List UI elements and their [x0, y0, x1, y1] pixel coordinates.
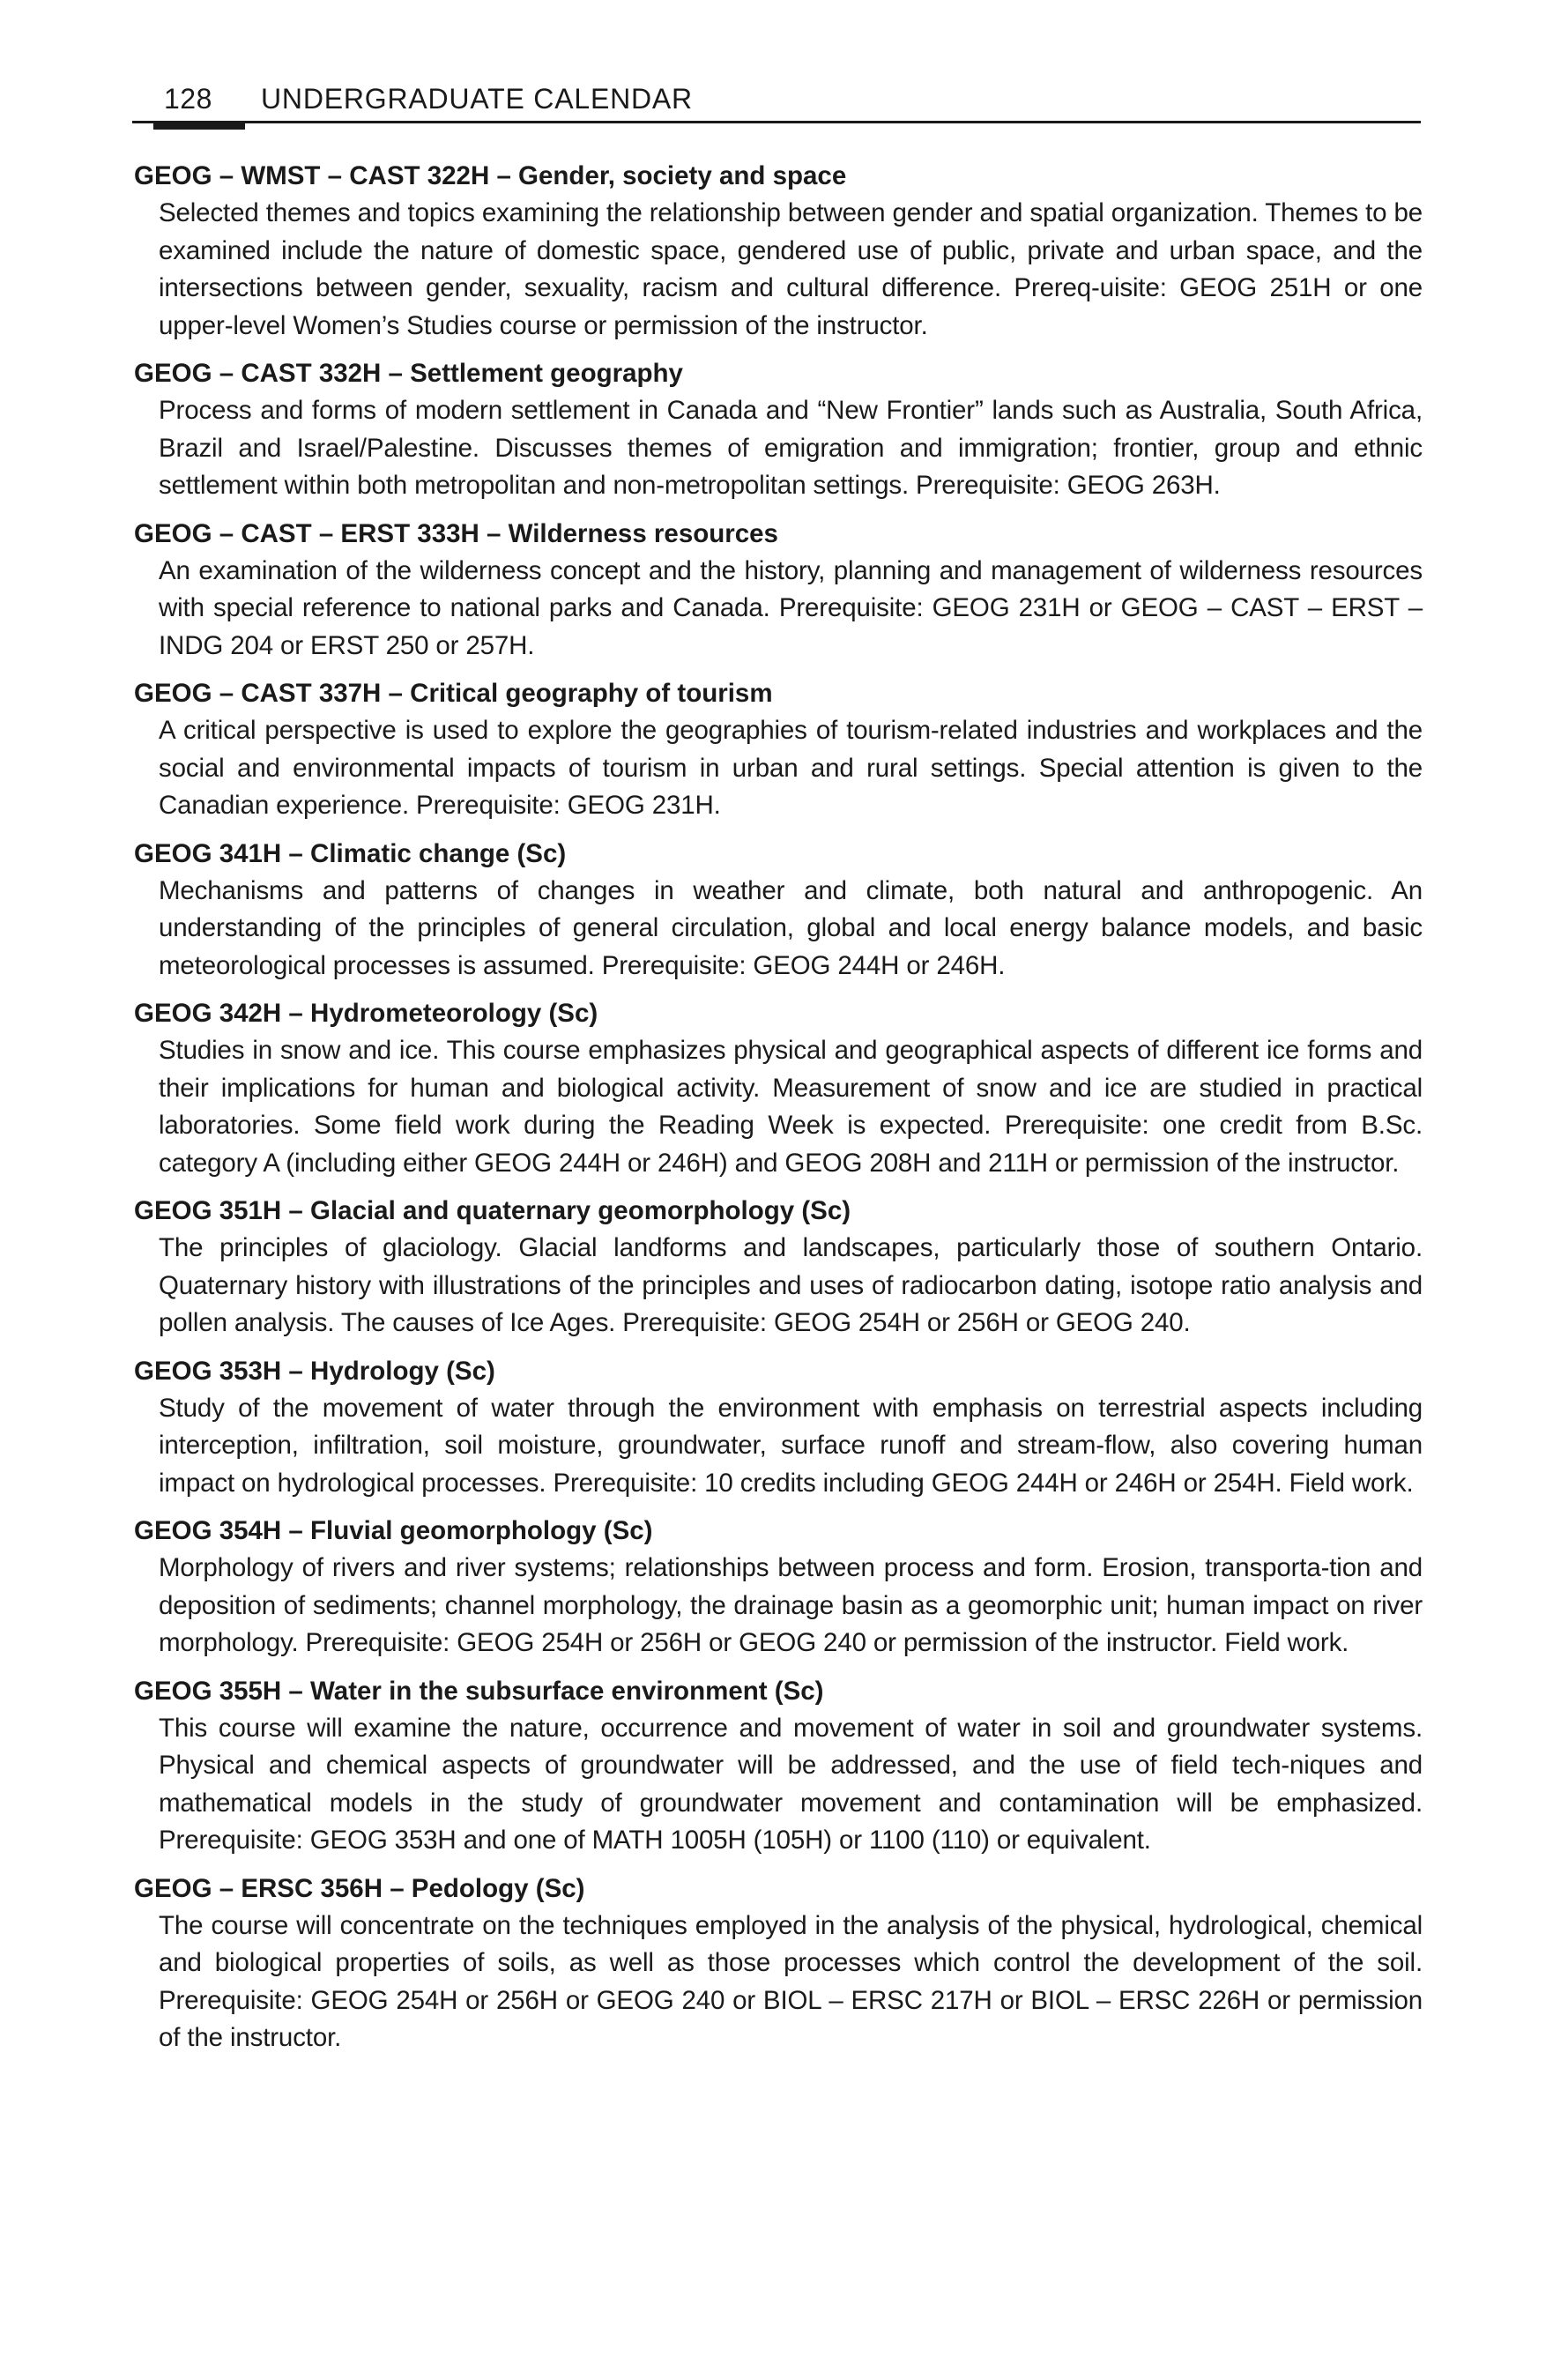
course-title: GEOG 355H – Water in the subsurface environment (Sc)	[134, 1676, 824, 1706]
course-entry	[134, 354, 1423, 505]
course-title: GEOG 341H – Climatic change (Sc)	[134, 838, 567, 868]
course-entry	[134, 674, 1423, 825]
course-entry	[134, 1870, 1423, 2057]
course-title: GEOG – CAST – ERST 333H – Wilderness resources	[134, 518, 778, 548]
course-entry	[134, 1512, 1423, 1662]
course-description: Process and forms of modern settlement in Canada and “New Frontier” lands such as Australia, South Africa, Brazil and Israel/Palestine. Discusses themes of emigration and immigration; frontier, group and ethnic settlement within both metropolitan and non-metropolitan settings. Prerequisite: GEOG 263H.	[159, 396, 1423, 500]
course-entry	[134, 1352, 1423, 1503]
page-header	[132, 79, 1421, 125]
course-entry	[134, 1192, 1423, 1342]
header-rule	[132, 121, 1421, 123]
course-description: A critical perspective is used to explore the geographies of tourism-related industries and workplaces and the social and environmental impacts of tourism in urban and rural settings. Special attention is given to the Canadian experience. Prerequisite: GEOG 231H.	[159, 716, 1423, 820]
course-entry	[134, 994, 1423, 1182]
course-title: GEOG – WMST – CAST 322H – Gender, society and space	[134, 161, 847, 190]
page-number: 128	[164, 83, 212, 115]
course-description: Mechanisms and patterns of changes in weather and climate, both natural and anthropogenic. An understanding of the principles of general circulation, global and local energy balance models, and basic meteorological processes is assumed. Prerequisite: GEOG 244H or 246H.	[159, 875, 1423, 980]
course-entry	[134, 1672, 1423, 1860]
header-tab-bar	[153, 121, 245, 130]
course-description: Selected themes and topics examining the relationship between gender and spatial organization. Themes to be examined include the nature of domestic space, gendered use of public, private and urban space, and the intersections between gender, sexuality, racism and cultural difference. Prereq-uisite: GEOG 251H or one upper-level Women’s Studies course or permission of the instructor.	[159, 198, 1423, 340]
course-description: Studies in snow and ice. This course emphasizes physical and geographical aspects of different ice forms and their implications for human and biological activity. Measurement of snow and ice are studied in practical laboratories. Some field work during the Reading Week is expected. Prerequisite: one credit from B.Sc. category A (including either GEOG 244H or 246H) and GEOG 208H and 211H or permission of the instructor.	[159, 1036, 1423, 1178]
course-description: Study of the movement of water through the environment with emphasis on terrestrial aspects including interception, infiltration, soil moisture, groundwater, surface runoff and stream-flow, also covering human impact on hydrological processes. Prerequisite: 10 credits including GEOG 244H or 246H or 254H. Field work.	[159, 1393, 1423, 1498]
course-title: GEOG 342H – Hydrometeorology (Sc)	[134, 999, 598, 1028]
course-entry	[134, 515, 1423, 666]
course-description: The principles of glaciology. Glacial landforms and landscapes, particularly those of southern Ontario. Quaternary history with illustrations of the principles and uses of radiocarbon dating, isotope ratio analysis and pollen analysis. The causes of Ice Ages. Prerequisite: GEOG 254H or 256H or GEOG 240.	[159, 1233, 1423, 1337]
course-title: GEOG 353H – Hydrology (Sc)	[134, 1356, 495, 1386]
course-title: GEOG – CAST 332H – Settlement geography	[134, 359, 683, 388]
course-description: An examination of the wilderness concept and the history, planning and management of wilderness resources with special reference to national parks and Canada. Prerequisite: GEOG 231H or GEOG – CAST – ERST – INDG 204 or ERST 250 or 257H.	[159, 555, 1423, 660]
course-description: The course will concentrate on the techniques employed in the analysis of the physical, hydrological, chemical and biological properties of soils, as well as those processes which control the development of the soil. Prerequisite: GEOG 254H or 256H or GEOG 240 or BIOL – ERSC 217H or BIOL – ERSC 226H or permission of the instructor.	[159, 1910, 1423, 2052]
course-list	[134, 157, 1423, 2067]
course-title: GEOG – CAST 337H – Critical geography of tourism	[134, 679, 773, 708]
running-title: UNDERGRADUATE CALENDAR	[261, 83, 693, 115]
course-description: Morphology of rivers and river systems; relationships between process and form. Erosion, transporta-tion and deposition of sediments; channel morphology, the drainage basin as a geomorphic unit; human impact on river morphology. Prerequisite: GEOG 254H or 256H or GEOG 240 or permission of the instructor. Field work.	[159, 1553, 1423, 1657]
course-title: GEOG – ERSC 356H – Pedology (Sc)	[134, 1873, 585, 1903]
course-description: This course will examine the nature, occurrence and movement of water in soil and groundwater systems. Physical and chemical aspects of groundwater will be addressed, and the use of field tech-niques and mathematical models in the study of groundwater movement and contamination will be emphasized. Prerequisite: GEOG 353H and one of MATH 1005H (105H) or 1100 (110) or equivalent.	[159, 1713, 1423, 1855]
course-entry	[134, 157, 1423, 345]
course-title: GEOG 351H – Glacial and quaternary geomorphology (Sc)	[134, 1196, 851, 1225]
course-title: GEOG 354H – Fluvial geomorphology (Sc)	[134, 1516, 653, 1545]
course-entry	[134, 835, 1423, 985]
